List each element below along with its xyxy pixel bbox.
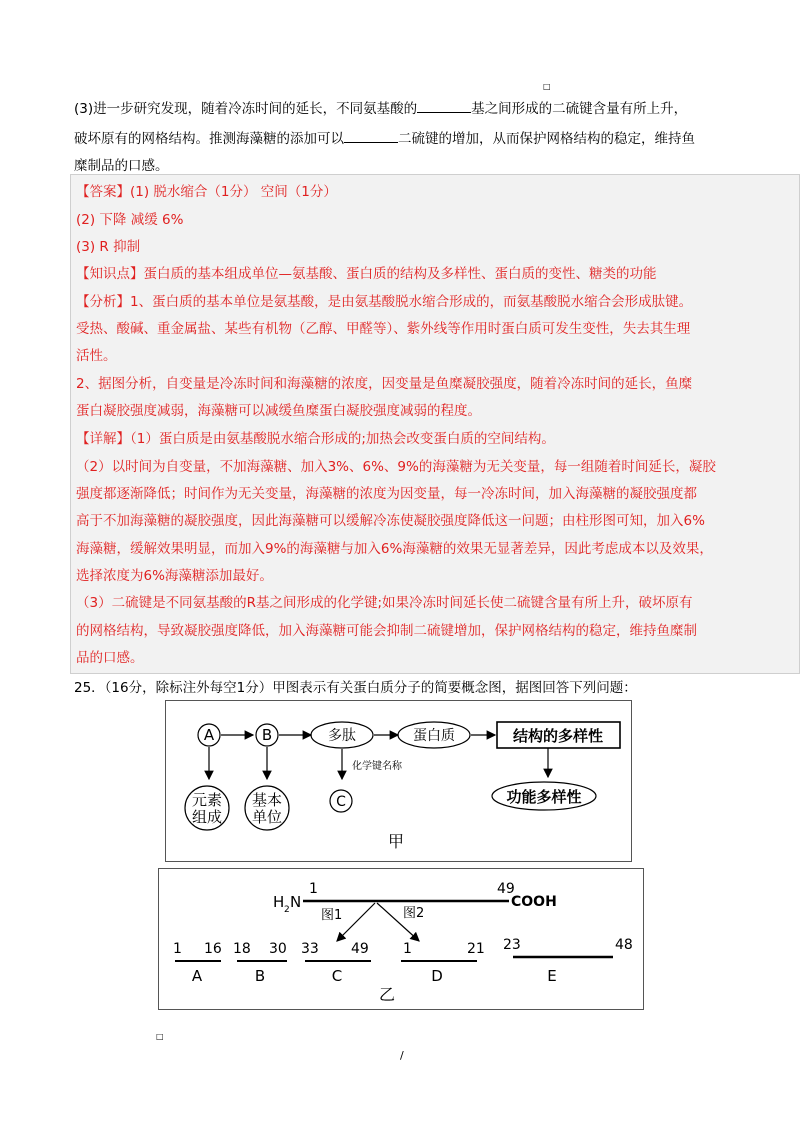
peptide-diagram (159, 869, 643, 1009)
q3-line1-a: (3)进一步研究发现，随着冷冻时间的延长，不同氨基酸的 (74, 101, 418, 117)
detail-line-9: 品的口感。 (76, 650, 144, 666)
analysis-row-1 (76, 290, 692, 310)
segment-c-to: 49 (351, 941, 369, 957)
detail-line-3: 强度都逐渐降低；时间作为无关变量，海藻糖的浓度为因变量，每一冷冻时间，加入海藻糖的凝胶强度都 (76, 486, 697, 502)
node-c-label: C (336, 794, 346, 810)
fig1-label: 图1 (321, 908, 343, 923)
h2n-h: H (273, 893, 285, 911)
segment-e-to: 48 (615, 937, 633, 953)
answer-3: (3) R 抑制 (76, 239, 141, 255)
segment-b-label: B (254, 967, 266, 985)
segment-c-from: 33 (301, 941, 319, 957)
analysis-line-1: 1、蛋白质的基本单位是氨基酸，是由氨基酸脱水缩合形成的，而氨基酸脱水缩合会形成肽键。 (130, 294, 693, 310)
q3-line1-b: 基之间形成的二硫键含量有所上升， (471, 101, 688, 117)
q3-line-2 (74, 127, 695, 147)
concept-map (166, 701, 631, 861)
caption-jia: 甲 (387, 832, 405, 851)
detail-row-1 (76, 427, 555, 447)
unit-line-2: 单位 (251, 808, 283, 826)
analysis-line-2: 受热、酸碱、重金属盐、某些有机物（乙醇、甲醛等）、紫外线等作用时蛋白质可发生变性，失去其生理 (76, 321, 691, 337)
detail-line-6: 选择浓度为6%海藻糖添加最好。 (76, 568, 273, 584)
segment-e-from: 23 (503, 937, 521, 953)
fig2-label: 图2 (403, 906, 425, 921)
detail-line-1: （1）蛋白质是由氨基酸脱水缩合形成的;加热会改变蛋白质的空间结构。 (130, 431, 555, 447)
node-protein-label: 蛋白质 (413, 728, 455, 744)
bond-label: 化学键名称 (352, 761, 402, 772)
answer-1: (1) 脱水缩合（1分） 空间（1分） (130, 184, 337, 200)
page-slash: / (400, 1049, 404, 1062)
detail-line-2: （2）以时间为自变量，不加海藻糖、加入3%、6%、9%的海藻糖为无关变量，每一组随着时间延长，凝胶 (76, 459, 716, 475)
segment-a-label: A (191, 967, 203, 985)
detail-tag: 【详解】 (76, 431, 130, 447)
analysis-line-5: 蛋白凝胶强度减弱，海藻糖可以减缓鱼糜蛋白凝胶强度减弱的程度。 (76, 403, 481, 419)
chain-start: 1 (309, 881, 318, 897)
figure-yi (158, 868, 644, 1010)
elements-line-2: 组成 (191, 808, 223, 826)
node-a-label: A (203, 726, 215, 744)
node-function-label: 功能多样性 (506, 788, 582, 806)
segment-b (233, 941, 287, 985)
segment-d-label: D (431, 967, 443, 985)
segment-b-to: 30 (269, 941, 287, 957)
h2n-sub: 2 (284, 905, 290, 915)
analysis-line-4: 2、据图分析，自变量是冷冻时间和海藻糖的浓度，因变量是鱼糜凝胶强度，随着冷冻时间的延长，鱼糜 (76, 376, 693, 392)
bottom-mark: □ (156, 1032, 164, 1041)
caption-yi: 乙 (378, 985, 396, 1004)
segment-e-label: E (547, 967, 557, 985)
analysis-line-3: 活性。 (76, 348, 117, 364)
elements-line-1: 元素 (191, 791, 223, 809)
q3-line2-a: 破坏原有的网格结构。推测海藻糖的添加可以 (74, 131, 344, 147)
blank-2 (344, 130, 398, 143)
knowledge-tag: 【知识点】 (76, 266, 144, 282)
answer-2: (2) 下降 减缓 6% (76, 212, 184, 228)
segment-d-to: 21 (467, 941, 485, 957)
blank-1 (417, 100, 471, 113)
node-structure-label: 结构的多样性 (512, 727, 604, 745)
knowledge-row (76, 262, 657, 282)
chain-end: 49 (497, 881, 515, 897)
segment-a-from: 1 (173, 941, 182, 957)
segment-c-label: C (331, 967, 343, 985)
detail-line-4: 高于不加海藻糖的凝胶强度，因此海藻糖可以缓解冷冻使凝胶强度降低这一问题；由柱形图可知，加入6% (76, 513, 705, 529)
cooh-label: COOH (511, 894, 557, 910)
q3-line-3: 糜制品的口感。 (74, 158, 169, 174)
segment-b-from: 18 (233, 941, 251, 957)
node-peptide-label: 多肽 (328, 728, 356, 744)
unit-line-1: 基本 (251, 791, 283, 809)
segment-e (503, 937, 633, 985)
top-mark: □ (543, 82, 551, 91)
h2n-n: N (290, 893, 302, 911)
segment-d-from: 1 (403, 941, 412, 957)
answer-row-1 (76, 180, 337, 200)
question-25: 25．（16分，除标注外每空1分）甲图表示有关蛋白质分子的简要概念图，据图回答下列问题： (74, 680, 637, 696)
segment-d (401, 941, 485, 985)
segment-a-to: 16 (204, 941, 222, 957)
q3-line2-b: 二硫键的增加，从而保护网格结构的稳定，维持鱼 (398, 131, 695, 147)
figure-jia (165, 700, 632, 862)
detail-line-7: （3）二硫键是不同氨基酸的R基之间形成的化学键;如果冷冻时间延长使二硫键含量有所上升，破坏原有 (76, 595, 693, 611)
segment-a (173, 941, 222, 985)
segment-c (301, 941, 371, 985)
analysis-tag: 【分析】 (76, 294, 130, 310)
detail-line-8: 的网格结构，导致凝胶强度降低，加入海藻糖可能会抑制二硫键增加，保护网格结构的稳定，维持鱼糜制 (76, 623, 697, 639)
answer-tag: 【答案】 (76, 184, 130, 200)
q3-line-1 (74, 97, 687, 117)
detail-line-5: 海藻糖，缓解效果明显，而加入9%的海藻糖与加入6%海藻糖的效果无显著差异，因此考虑成本以及效果， (76, 541, 713, 557)
node-b-label: B (261, 726, 273, 744)
knowledge-text: 蛋白质的基本组成单位—氨基酸、蛋白质的结构及多样性、蛋白质的变性、糖类的功能 (143, 266, 657, 282)
